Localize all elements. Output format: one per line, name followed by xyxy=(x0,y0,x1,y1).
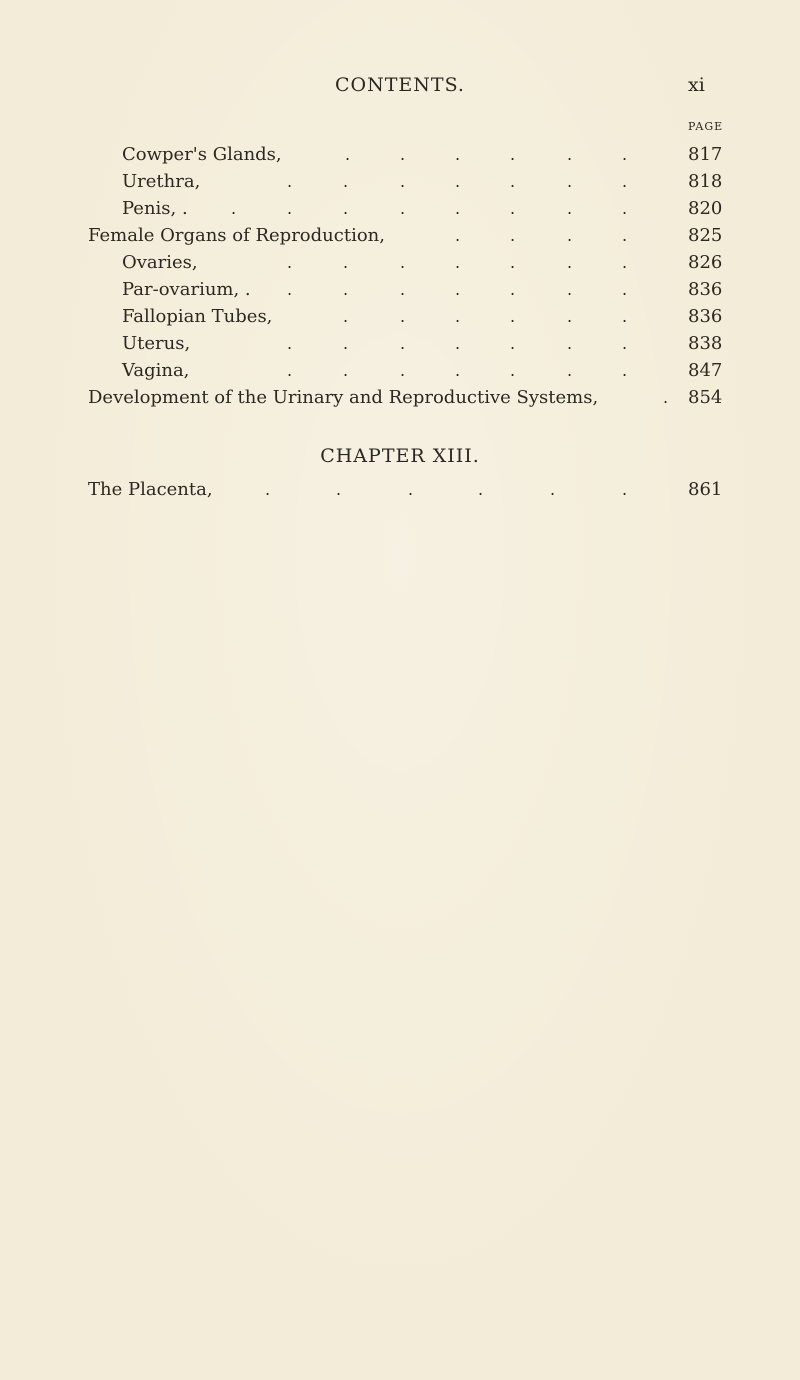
dot-leader: . . . . . . xyxy=(343,307,628,326)
toc-entry-page: 820 xyxy=(688,198,723,219)
toc-entry-page: 826 xyxy=(688,252,723,273)
dot-leader: . . . . . . . xyxy=(287,172,628,191)
page-header-number: xi xyxy=(688,74,705,96)
toc-entry xyxy=(0,170,800,194)
dot-leader: . . . . . . . xyxy=(287,334,628,353)
toc-entry-title: Development of the Urinary and Reproductive Systems, xyxy=(88,387,599,408)
toc-entry xyxy=(0,359,800,383)
toc-entry-title: Urethra, xyxy=(122,171,201,192)
toc-entry-page: 861 xyxy=(688,479,723,500)
toc-entry-page: 854 xyxy=(688,387,723,408)
toc-entry xyxy=(0,251,800,275)
page-column-label: PAGE xyxy=(688,120,724,133)
dot-leader: . . . . . . xyxy=(345,145,628,164)
toc-entry xyxy=(0,305,800,329)
toc-entry-title: Vagina, xyxy=(122,360,190,381)
toc-entry-page: 836 xyxy=(688,306,723,327)
toc-entry-title: Fallopian Tubes, xyxy=(122,306,273,327)
toc-entry-title: Uterus, xyxy=(122,333,191,354)
dot-leader: . xyxy=(663,388,669,407)
toc-entry-title: Cowper's Glands, xyxy=(122,144,282,165)
toc-entry xyxy=(0,197,800,221)
toc-entry-title: Ovaries, xyxy=(122,252,198,273)
toc-entry-title: The Placenta, xyxy=(88,479,213,500)
toc-entry xyxy=(0,332,800,356)
toc-entry xyxy=(0,278,800,302)
toc-entry-page: 817 xyxy=(688,144,723,165)
toc-entry-page: 825 xyxy=(688,225,723,246)
toc-entry xyxy=(0,386,800,410)
dot-leader: . . . . . . . xyxy=(287,361,628,380)
toc-entry-page: 847 xyxy=(688,360,723,381)
toc-entry-title: Female Organs of Reproduction, xyxy=(88,225,385,246)
dot-leader: . . . . . . xyxy=(265,480,628,499)
dot-leader: . . . . xyxy=(455,226,628,245)
toc-entry xyxy=(0,143,800,167)
toc-entry xyxy=(0,478,800,502)
toc-entry-title: Penis, . xyxy=(122,198,188,219)
page-header-title: CONTENTS. xyxy=(335,74,465,96)
toc-entry-title: Par-ovarium, . xyxy=(122,279,251,300)
dot-leader: . . . . . . . xyxy=(287,253,628,272)
toc-entry-page: 818 xyxy=(688,171,723,192)
toc-entry-page: 838 xyxy=(688,333,723,354)
chapter-heading: CHAPTER XIII. xyxy=(320,445,480,467)
toc-entry xyxy=(0,224,800,248)
dot-leader: . . . . . . . . xyxy=(231,199,628,218)
dot-leader: . . . . . . . xyxy=(287,280,628,299)
toc-entry-page: 836 xyxy=(688,279,723,300)
